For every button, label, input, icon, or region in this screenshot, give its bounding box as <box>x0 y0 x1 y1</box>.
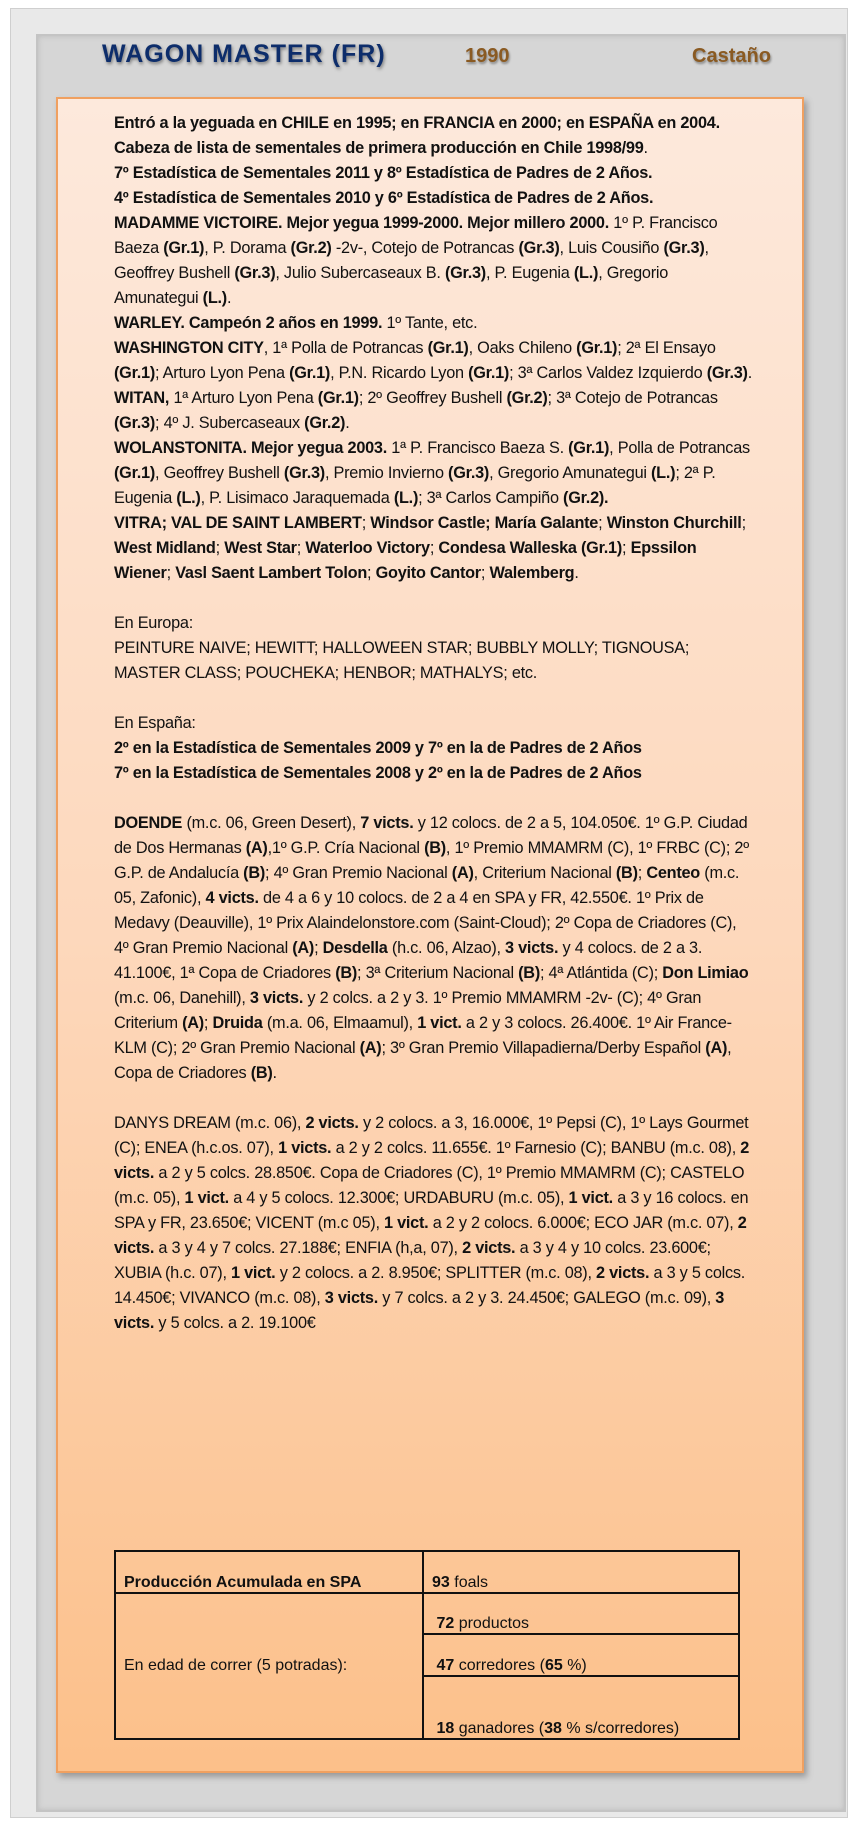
bold-text: (Gr.3) <box>706 364 748 382</box>
text: PEINTURE NAIVE; HEWITT; HALLOWEEN STAR; BUBBLY MOLLY; TIGNOUSA; MASTER CLASS; POUCHEKA; HENBOR; MATHALYS; etc. <box>114 639 690 682</box>
text: y 2 colocs. a 2. 8.950€; SPLITTER (m.c. 08), <box>275 1264 597 1282</box>
paragraph <box>114 436 754 511</box>
bold-text: (Gr.1) <box>114 364 156 382</box>
text: En España: <box>114 714 196 732</box>
table-cell <box>423 1551 739 1593</box>
bold-text: 7º en la Estadística de Sementales 2008 y 2º en la de Padres de 2 Años <box>114 764 642 782</box>
bold-text: (L.) <box>393 489 419 507</box>
production-stats-table <box>114 1550 740 1740</box>
bold-text: (Gr.3) <box>234 264 276 282</box>
bold-text: Cabeza de lista de sementales de primera producción en Chile 1998/99 <box>114 139 644 157</box>
bold-text: Waterloo Victory <box>305 539 430 557</box>
bold-text: DOENDE <box>114 814 183 832</box>
text: , Geoffrey Bushell <box>155 464 284 482</box>
text: ; <box>166 564 176 582</box>
text: . <box>643 139 648 157</box>
text: , 1º Premio MMAMRM (C), 1º FRBC (C); 2º G.P. de Andalucía <box>114 839 749 882</box>
paragraph <box>114 811 754 1086</box>
bold-text: WARLEY. Campeón 2 años en 1999. <box>114 314 383 332</box>
paragraph <box>114 511 754 586</box>
coat-color: Castaño <box>692 45 771 67</box>
paragraph <box>114 386 754 436</box>
table-cell <box>423 1593 739 1634</box>
bold-text: VITRA; VAL DE SAINT LAMBERT <box>114 514 362 532</box>
text: , Julio Subercaseaux B. <box>275 264 445 282</box>
bold-text: Vasl Saent Lambert Tolon <box>175 564 368 582</box>
horse-name: WAGON MASTER (FR) <box>102 40 386 68</box>
text: de 4 a 6 y 10 colocs. de 2 a 4 en SPA y FR, 42.550€. 1º Prix de Medavy (Deauville), 1º Prix Alaindelonstore.com (Saint-Cloud); 2º Copa de Criadores (C), 4º Gran Premio Nacional <box>114 889 737 957</box>
text: y 7 colcs. a 2 y 3. 24.450€; GALEGO (m.c. 09), <box>378 1289 716 1307</box>
bold-text: WASHINGTON CITY <box>114 339 264 357</box>
bold-text: (Gr.1) <box>289 364 331 382</box>
foals-count: 93 <box>432 1574 450 1591</box>
bold-text: Goyito Cantor <box>375 564 481 582</box>
bold-text: (Gr.1) <box>114 464 156 482</box>
bold-text: (L.) <box>176 489 201 507</box>
paragraph <box>114 111 754 136</box>
bold-text: (B) <box>518 964 540 982</box>
row-label: Producción Acumulada en SPA <box>124 1574 362 1591</box>
bold-text: Don Limiao <box>662 964 749 982</box>
bold-text: Condesa Walleska (Gr.1) <box>438 539 623 557</box>
paragraph <box>114 736 754 761</box>
bold-text: (A) <box>245 839 268 857</box>
bold-text: (Gr.1) <box>427 339 469 357</box>
text: ; 4º Gran Premio Nacional <box>265 864 452 882</box>
text: ; 3ª Cotejo de Potrancas <box>547 389 718 407</box>
text: ; <box>480 564 490 582</box>
bold-text: 3 victs. <box>114 1289 725 1332</box>
productos-label: productos <box>454 1615 529 1632</box>
text: ; <box>203 1014 213 1032</box>
bold-text: (Gr.1) <box>163 239 205 257</box>
text: ; 2ª P. Eugenia <box>114 464 716 507</box>
text: ; 3ª Carlos Valdez Izquierdo <box>509 364 707 382</box>
bold-text: 1 vict. <box>384 1214 429 1232</box>
bold-text: 1 vict. <box>184 1189 229 1207</box>
bold-text: (Gr.3) <box>444 264 486 282</box>
birth-year: 1990 <box>465 45 510 67</box>
paragraph <box>114 186 754 211</box>
text: (h.c. 06, Alzao), <box>387 939 506 957</box>
stud-record-panel <box>56 97 804 1773</box>
bold-text: 2 victs. <box>114 1139 750 1182</box>
paragraph <box>114 761 754 786</box>
text: . <box>574 564 579 582</box>
text: DANYS DREAM (m.c. 06), <box>114 1114 306 1132</box>
text: y 5 colcs. a 2. 19.100€ <box>154 1314 316 1332</box>
text: , Gregorio Amunategui <box>114 264 669 307</box>
text: a 3 y 4 y 10 colcs. 23.600€; XUBIA (h.c. 07), <box>114 1239 711 1282</box>
bold-text: (Gr.2). <box>563 489 609 507</box>
text: , P.N. Ricardo Lyon <box>330 364 469 382</box>
text: a 2 y 5 colcs. 28.850€. Copa de Criadores (C), 1º Premio MMAMRM (C); CASTELO (m.c. 05), <box>114 1164 745 1207</box>
bold-text: (A) <box>292 939 315 957</box>
text: En Europa: <box>114 614 193 632</box>
text: , Gregorio Amunategui <box>489 464 652 482</box>
paragraph <box>114 211 754 311</box>
bold-text: (Gr.2) <box>506 389 548 407</box>
text: y 2 colocs. a 3, 16.000€, 1º Pepsi (C), 1º Lays Gourmet (C); ENEA (h.c.os. 07), <box>114 1114 749 1157</box>
bold-text: (B) <box>335 964 358 982</box>
productos-count: 72 <box>436 1615 455 1632</box>
bold-text: West Star <box>224 539 297 557</box>
text: 1º P. Francisco Baeza <box>114 214 718 257</box>
bold-text: 7 victs. <box>360 814 414 832</box>
text: a 2 y 2 colocs. 6.000€; ECO JAR (m.c. 07), <box>428 1214 738 1232</box>
ganadores-label: ganadores ( <box>454 1720 545 1737</box>
bold-text: (Gr.1) <box>468 364 510 382</box>
text: ; <box>361 514 371 532</box>
text: -2v-, Cotejo de Potrancas <box>331 239 519 257</box>
text: a 2 y 2 colcs. 11.655€. 1º Farnesio (C); BANBU (m.c. 08), <box>331 1139 741 1157</box>
text: ; 3º Gran Premio Villapadierna/Derby Español <box>381 1039 706 1057</box>
text: ; 2ª El Ensayo <box>617 339 716 357</box>
text: (m.c. 06, Danehill), <box>114 989 250 1007</box>
bold-text: (A) <box>182 1014 204 1032</box>
bold-text: 2 victs. <box>114 1214 747 1257</box>
text: ; <box>637 864 647 882</box>
text: a 3 y 16 colocs. en SPA y FR, 23.650€; VICENT (m.c 05), <box>114 1189 749 1232</box>
bold-text: (L.) <box>202 289 227 307</box>
bold-text: WITAN, <box>114 389 170 407</box>
corredores-label: corredores ( <box>454 1657 545 1674</box>
text: (m.c. 06, Green Desert), <box>182 814 361 832</box>
bold-text: (Gr.1) <box>576 339 618 357</box>
text: a 3 y 4 y 7 colcs. 27.188€; ENFIA (h,a, 07), <box>154 1239 463 1257</box>
row-label: En edad de correr (5 potradas): <box>124 1657 348 1674</box>
bold-text: Windsor Castle; María Galante <box>370 514 599 532</box>
text: , Geoffrey Bushell <box>114 239 709 282</box>
text: ; <box>296 539 306 557</box>
bold-text: (Gr.3) <box>283 464 325 482</box>
bold-text: 2º en la Estadística de Sementales 2009 y 7º en la de Padres de 2 Años <box>114 739 642 757</box>
ganadores-count: 18 <box>436 1720 455 1737</box>
bold-text: 4º Estadística de Sementales 2010 y 6º Estadística de Padres de 2 Años. <box>114 189 654 207</box>
blank-line <box>114 1086 754 1111</box>
corredores-pct: 65 <box>544 1657 563 1674</box>
bold-text: 2 victs. <box>462 1239 516 1257</box>
text: a 4 y 5 colocs. 12.300€; URDABURU (m.c. 05), <box>228 1189 569 1207</box>
text: y 2 colcs. a 2 y 3. 1º Premio MMAMRM -2v- (C); 4º Gran Criterium <box>114 989 702 1032</box>
table-cell <box>423 1634 739 1676</box>
bold-text: (L.) <box>573 264 599 282</box>
text: y 12 colocs. de 2 a 5, 104.050€. 1º G.P. Ciudad de Dos Hermanas <box>114 814 748 857</box>
bold-text: (Gr.3) <box>663 239 705 257</box>
text: ; <box>598 514 607 532</box>
bold-text: (Gr.1) <box>317 389 359 407</box>
text: . <box>345 414 350 432</box>
text: ; Arturo Lyon Pena <box>155 364 290 382</box>
bold-text: 2 victs. <box>596 1264 650 1282</box>
text: , P. Eugenia <box>485 264 574 282</box>
text: a 3 y 5 colcs. 14.450€; VIVANCO (m.c. 08), <box>114 1264 746 1307</box>
text: ; <box>367 564 376 582</box>
blank-line <box>114 686 754 711</box>
bold-text: Winston Churchill <box>606 514 742 532</box>
text: . <box>747 364 752 382</box>
text: ; 4ª Atlántida (C); <box>540 964 663 982</box>
bold-text: (Gr.3) <box>448 464 490 482</box>
bold-text: MADAMME VICTOIRE. Mejor yegua 1999-2000. Mejor millero 2000. <box>114 214 610 232</box>
text: ; 2º Geoffrey Bushell <box>358 389 507 407</box>
text: (m.c. 05, Zafonic), <box>114 864 740 907</box>
paragraph <box>114 336 754 386</box>
paragraph <box>114 1111 754 1336</box>
bold-text: WOLANSTONITA. Mejor yegua 2003. <box>114 439 388 457</box>
bold-text: 2 victs. <box>305 1114 359 1132</box>
bold-text: 3 victs. <box>249 989 304 1007</box>
text: , 1ª Polla de Potrancas <box>263 339 428 357</box>
bold-text: 1 vict. <box>231 1264 276 1282</box>
text: ; <box>429 539 439 557</box>
paragraph <box>114 136 754 161</box>
text: , P. Dorama <box>204 239 291 257</box>
foals-label: foals <box>449 1574 489 1591</box>
bold-text: (L.) <box>651 464 676 482</box>
bold-text: 1 vict. <box>417 1014 462 1032</box>
text: ; <box>741 514 746 532</box>
bold-text: 7º Estadística de Sementales 2011 y 8º Estadística de Padres de 2 Años. <box>114 164 653 182</box>
text: ; <box>314 939 323 957</box>
bold-text: (A) <box>359 1039 382 1057</box>
bold-text: Entró a la yeguada en CHILE en 1995; en FRANCIA en 2000; en ESPAÑA en 2004. <box>114 114 720 132</box>
text: , Premio Invierno <box>324 464 449 482</box>
text: 1ª P. Francisco Baeza S. <box>387 439 569 457</box>
paragraph <box>114 636 754 686</box>
ganadores-pct: 38 <box>544 1720 562 1737</box>
pct-suffix: %) <box>562 1657 587 1674</box>
paragraph <box>114 311 754 336</box>
bold-text: (Gr.1) <box>568 439 610 457</box>
text: ; 3ª Criterium Nacional <box>357 964 519 982</box>
text: a 2 y 3 colocs. 26.400€. 1º Air France-KLM (C); 2º Gran Premio Nacional <box>114 1014 732 1057</box>
text: , P. Lisimaco Jaraquemada <box>200 489 394 507</box>
bold-text: 1 vict. <box>568 1189 613 1207</box>
bold-text: (Gr.2) <box>304 414 346 432</box>
text: 1ª Arturo Lyon Pena <box>169 389 318 407</box>
text: , Luis Cousiño <box>559 239 664 257</box>
bold-text: Druida <box>212 1014 263 1032</box>
bold-text: (Gr.2) <box>290 239 332 257</box>
text: 1º Tante, etc. <box>382 314 478 332</box>
bold-text: 1 victs. <box>278 1139 332 1157</box>
text: . <box>272 1064 277 1082</box>
text: ; 3ª Carlos Campiño <box>418 489 564 507</box>
bold-text: (Gr.3) <box>114 414 156 432</box>
bold-text: Desdella <box>322 939 388 957</box>
bold-text: 4 victs. <box>205 889 259 907</box>
bold-text: 3 victs. <box>505 939 559 957</box>
bold-text: (B) <box>424 839 446 857</box>
bold-text: (B) <box>615 864 638 882</box>
text: (m.a. 06, Elmaamul), <box>262 1014 418 1032</box>
table-cell <box>115 1551 423 1593</box>
bold-text: (A) <box>705 1039 728 1057</box>
bold-text: 3 victs. <box>324 1289 378 1307</box>
corredores-count: 47 <box>436 1657 455 1674</box>
text: , Oaks Chileno <box>468 339 577 357</box>
bold-text: Walemberg <box>489 564 575 582</box>
text: , Criterium Nacional <box>473 864 616 882</box>
table-cell <box>423 1676 739 1739</box>
record-text <box>114 111 754 1336</box>
paragraph <box>114 711 754 736</box>
text: . <box>226 289 232 307</box>
text: ,1º G.P. Cría Nacional <box>267 839 425 857</box>
paragraph <box>114 611 754 636</box>
blank-line <box>114 786 754 811</box>
bold-text: (Gr.3) <box>518 239 560 257</box>
paragraph <box>114 161 754 186</box>
bold-text: Epssilon Wiener <box>114 539 697 582</box>
text: ; 4º J. Subercaseaux <box>155 414 305 432</box>
bold-text: Centeo <box>646 864 700 882</box>
text: ; <box>622 539 631 557</box>
table-row <box>115 1593 739 1634</box>
pct-suffix: % s/corredores) <box>561 1720 680 1737</box>
table-cell <box>115 1593 423 1739</box>
bold-text: (B) <box>243 864 266 882</box>
text: , Copa de Criadores <box>114 1039 732 1082</box>
bold-text: (B) <box>250 1064 273 1082</box>
text: y 4 colocs. de 2 a 3. 41.100€, 1ª Copa de Criadores <box>114 939 703 982</box>
table-row <box>115 1551 739 1593</box>
bold-text: (A) <box>451 864 474 882</box>
bold-text: West Midland <box>114 539 216 557</box>
blank-line <box>114 586 754 611</box>
text: ; <box>215 539 225 557</box>
text: , Polla de Potrancas <box>609 439 750 457</box>
